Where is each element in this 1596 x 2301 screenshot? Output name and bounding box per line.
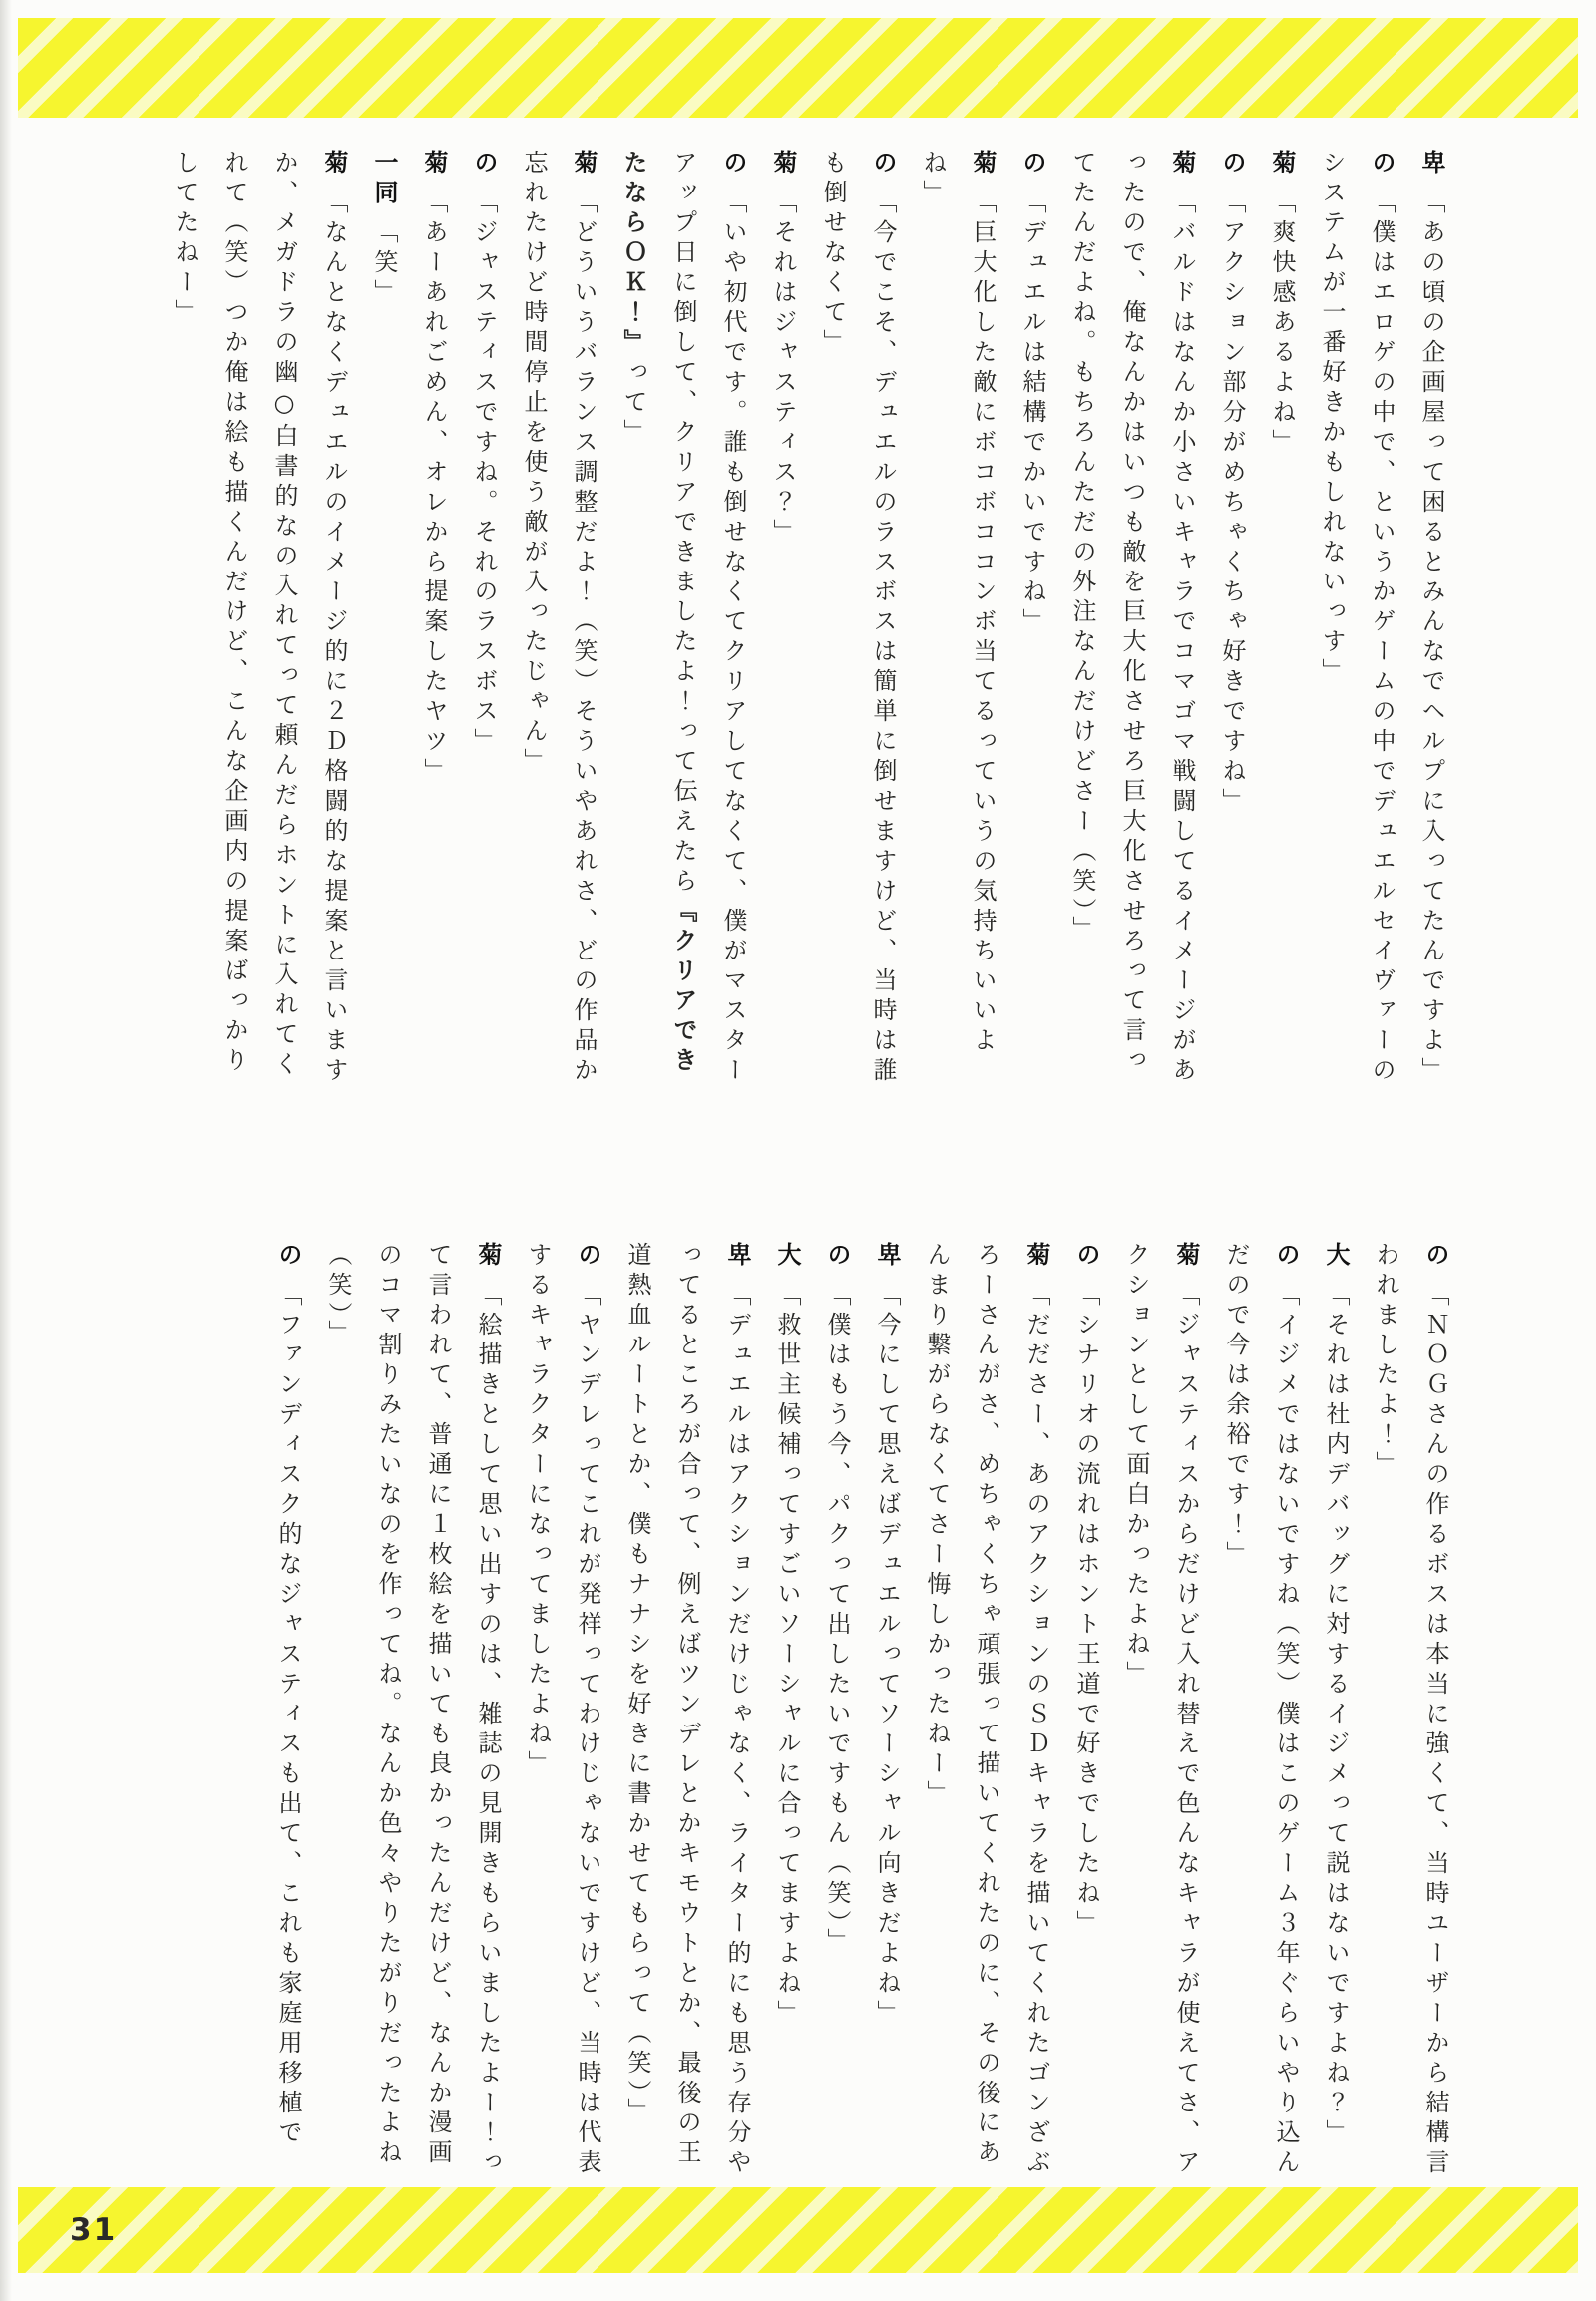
utterance [612,1242,762,2184]
speaker-label: 卑 [723,1242,751,1272]
bottom-stripe-band [18,2187,1578,2273]
top-stripe-band [18,18,1578,118]
utterance-text: って」 [619,359,647,449]
utterance-text: 「だださー、あのアクションのＳＤキャラを描いてくれたゴンざぶろーさんがさ、めちゃくちゃ頑張って描いてくれたのに、その後にあんまり繋がらなくてさー悔しかったねー」 [923,1242,1050,2179]
speaker-label: の [1368,150,1396,180]
utterance [1057,150,1207,1092]
speaker-label: 菊 [1168,150,1196,180]
speaker-label: 菊 [1022,1242,1050,1272]
speaker-label: 菊 [969,150,997,180]
utterance [812,1242,862,2184]
utterance [513,1242,612,2184]
speaker-label: の [1018,150,1046,180]
utterance [1207,150,1257,1092]
utterance [1311,1242,1361,2184]
utterance [608,150,758,1092]
speaker-label: の [869,150,897,180]
utterance-emphasis: 『クリアできたならＯＫ！』 [619,150,697,1077]
utterance-text: 「あの頃の企画屋って困るとみんなでヘルプに入ってたんですよ」 [1417,190,1445,1087]
utterance [1361,1242,1460,2184]
utterance [263,1242,313,2184]
page-number: 31 [70,2212,118,2248]
utterance-text: 「アクション部分がめちゃくちゃ好きですね」 [1218,190,1246,818]
utterance [313,1242,513,2184]
utterance-text: 「巨大化した敵にボコボココンボ当てるっていうの気持ちいいよね」 [919,150,997,1057]
utterance [359,150,409,1092]
utterance-text: 「絵描きとして思い出すのは、雑誌の見開きもらいましたよー！って言われて、普通に１枚絵を描いても良かったんだけど、なんか漫画のコマ割りみたいなのを作ってね。なんか色々やりたがりだったよね（笑）」 [324,1242,502,2179]
utterance [1111,1242,1211,2184]
utterance [1406,150,1456,1092]
utterance-text: 「それは社内デバッグに対するイジメって説はないですよね？」 [1322,1282,1350,2149]
utterance-text: 「いや初代です。誰も倒せなくてクリアしてなくて、僕がマスターアップ日に倒して、クリアできましたよ！って伝えたら [669,150,747,1087]
speaker-label: 一同 [370,150,398,209]
interview-bottom-block [124,1242,1460,2184]
speaker-label: 菊 [420,150,448,180]
speaker-label: 菊 [1172,1242,1200,1272]
utterance-text: 「僕はもう今、パクって出したいですもん（笑）」 [823,1282,851,1958]
utterance-text: 「ジャスティスですね。それのラスボス」 [470,190,498,758]
speaker-label: 菊 [1268,150,1296,180]
utterance-text: 「シナリオの流れはホント王道で好きでしたね」 [1072,1282,1100,1940]
utterance-text: 「笑」 [370,219,398,309]
speaker-label: の [274,1242,302,1272]
utterance-text: 「なんとなくデュエルのイメージ的に２Ｄ格闘的な提案と言いますか、メガドラの幽○白書的なの入れてって頼んだらホントに入れてくれて（笑）つか俺は絵も描くんだけど、こんな企画内の提案ばっかりしてたねー」 [171,150,348,1087]
speaker-label: の [823,1242,851,1272]
speaker-label: 菊 [474,1242,502,1272]
utterance [862,1242,912,2184]
utterance [808,150,908,1092]
utterance [409,150,459,1092]
speaker-label: の [470,150,498,180]
utterance [1007,150,1057,1092]
utterance [1211,1242,1311,2184]
utterance [912,1242,1061,2184]
speaker-label: 卑 [1417,150,1445,180]
utterance-text: 「救世主候補ってすごいソーシャルに合ってますよね」 [773,1282,801,2030]
utterance-text: 「それはジャスティス？」 [769,190,797,549]
speaker-label: 菊 [570,150,598,180]
utterance [908,150,1007,1092]
utterance-text: 「あーあれごめん、オレから提案したヤツ」 [420,190,448,788]
utterance-text: 「僕はエロゲの中で、というかゲームの中でデュエルセイヴァーのシステムが一番好きかもしれないっす」 [1318,150,1396,1087]
speaker-label: 菊 [769,150,797,180]
utterance [160,150,359,1092]
speaker-label: の [1272,1242,1300,1272]
utterance-text: 「デュエルはアクションだけじゃなく、ライター的にも思う存分やってるところが合って、例えばツンデレとかキモウトとか、最後の王道熱血ルートとか、僕もナナシを好きに書かせてもらって（笑）」 [623,1242,751,2179]
speaker-label: の [719,150,747,180]
utterance-text: 「爽快感あるよね」 [1268,190,1296,459]
utterance-text: 「どういうバランス調整だよ！（笑）そういやあれさ、どの作品か忘れたけど時間停止を使う敵が入ったじゃん」 [520,150,598,1087]
speaker-label: の [1218,150,1246,180]
utterance [762,1242,812,2184]
interview-top-block [130,150,1456,1092]
speaker-label: 菊 [320,150,348,180]
utterance-text: 「ヤンデレってこれが発祥ってわけじゃないですけど、当時は代表するキャラクターになってましたよね」 [524,1242,601,2179]
utterance-text: 「デュエルは結構でかいですね」 [1018,190,1046,638]
utterance-text: 「バルドはなんか小さいキャラでコマゴマ戦闘してるイメージがあったので、俺なんかはいつも敵を巨大化させろ巨大化させろって言ってたんだよね。もちろんただの外注なんだけどさー（笑）」 [1068,150,1196,1087]
utterance [1307,150,1406,1092]
utterance-text: 「今にして思えばデュエルってソーシャル向きだよね」 [873,1282,901,2030]
utterance [509,150,608,1092]
utterance [758,150,808,1092]
utterance [459,150,509,1092]
speaker-label: 大 [1322,1242,1350,1272]
utterance [1257,150,1307,1092]
utterance-text: 「ファンディスク的なジャスティスも出て、これも家庭用移植で [274,1282,302,2149]
speaker-label: の [574,1242,601,1272]
utterance-text: 「ＮＯＧさんの作るボスは本当に強くて、当時ユーザーから結構言われましたよ！」 [1372,1242,1449,2179]
speaker-label: 卑 [873,1242,901,1272]
utterance-text: 「今でこそ、デュエルのラスボスは簡単に倒せますけど、当時は誰も倒せなくて」 [819,150,897,1087]
utterance-text: 「ジャスティスからだけど入れ替えで色んなキャラが使えてさ、アクションとして面白かったよね」 [1122,1242,1200,2179]
speaker-label: の [1072,1242,1100,1272]
utterance [1061,1242,1111,2184]
utterance-text: 「イジメではないですね（笑）僕はこのゲーム３年ぐらいやり込んだので今は余裕です！」 [1222,1242,1300,2179]
speaker-label: の [1421,1242,1449,1272]
speaker-label: 大 [773,1242,801,1272]
